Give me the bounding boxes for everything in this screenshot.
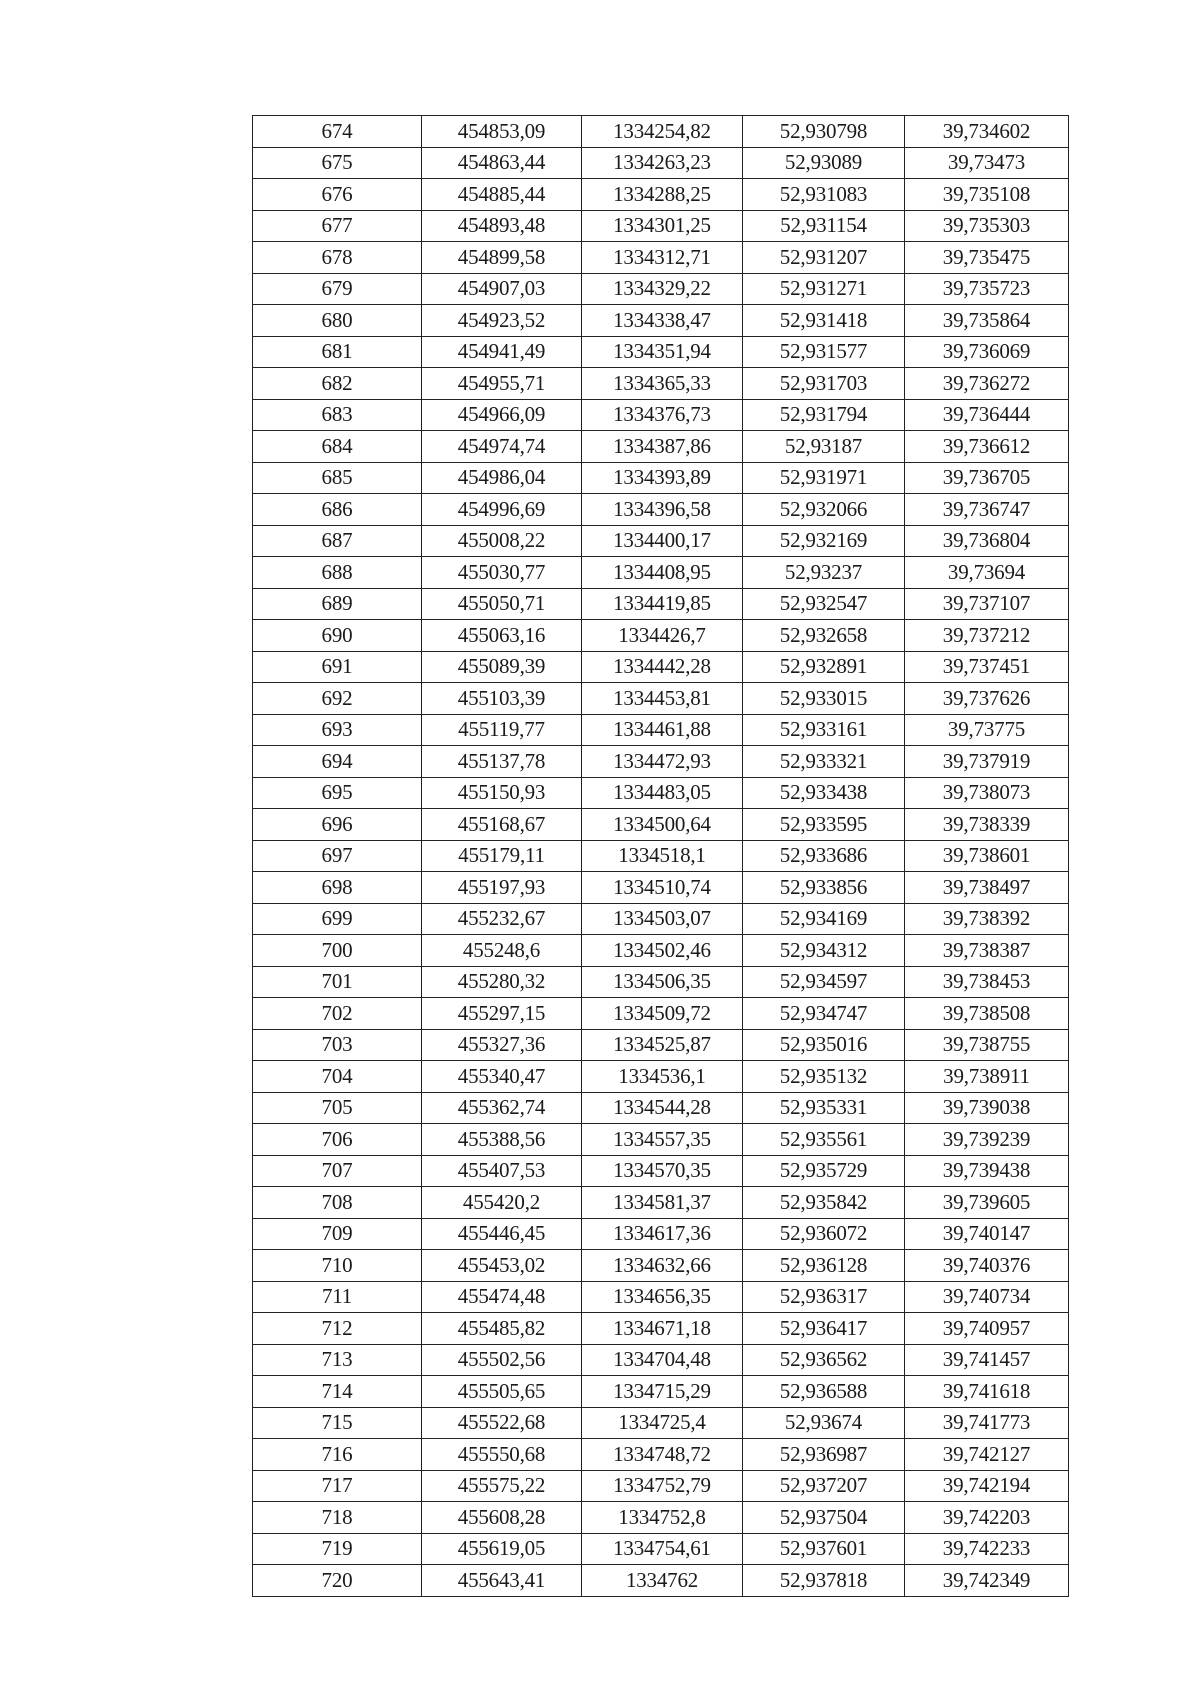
longitude-cell: 39,739038 xyxy=(905,1092,1069,1124)
longitude-cell: 39,735864 xyxy=(905,305,1069,337)
x-coordinate-cell: 455137,78 xyxy=(422,746,582,778)
point-number-cell: 676 xyxy=(253,179,422,211)
latitude-cell: 52,934312 xyxy=(743,935,905,967)
latitude-cell: 52,934597 xyxy=(743,966,905,998)
table-row xyxy=(253,620,1069,652)
longitude-cell: 39,735723 xyxy=(905,273,1069,305)
longitude-cell: 39,736069 xyxy=(905,336,1069,368)
y-coordinate-cell: 1334387,86 xyxy=(582,431,743,463)
table-row xyxy=(253,683,1069,715)
point-number-cell: 703 xyxy=(253,1029,422,1061)
latitude-cell: 52,935561 xyxy=(743,1124,905,1156)
point-number-cell: 704 xyxy=(253,1061,422,1093)
x-coordinate-cell: 455232,67 xyxy=(422,903,582,935)
latitude-cell: 52,937504 xyxy=(743,1502,905,1534)
y-coordinate-cell: 1334503,07 xyxy=(582,903,743,935)
point-number-cell: 678 xyxy=(253,242,422,274)
y-coordinate-cell: 1334396,58 xyxy=(582,494,743,526)
y-coordinate-cell: 1334752,8 xyxy=(582,1502,743,1534)
table-row xyxy=(253,1250,1069,1282)
longitude-cell: 39,738073 xyxy=(905,777,1069,809)
latitude-cell: 52,935132 xyxy=(743,1061,905,1093)
x-coordinate-cell: 455063,16 xyxy=(422,620,582,652)
latitude-cell: 52,935729 xyxy=(743,1155,905,1187)
point-number-cell: 686 xyxy=(253,494,422,526)
table-row xyxy=(253,1470,1069,1502)
table-row xyxy=(253,1376,1069,1408)
y-coordinate-cell: 1334408,95 xyxy=(582,557,743,589)
table-row xyxy=(253,1439,1069,1471)
y-coordinate-cell: 1334376,73 xyxy=(582,399,743,431)
x-coordinate-cell: 454955,71 xyxy=(422,368,582,400)
x-coordinate-cell: 455030,77 xyxy=(422,557,582,589)
table-row xyxy=(253,462,1069,494)
latitude-cell: 52,936417 xyxy=(743,1313,905,1345)
x-coordinate-cell: 455446,45 xyxy=(422,1218,582,1250)
latitude-cell: 52,936562 xyxy=(743,1344,905,1376)
latitude-cell: 52,933686 xyxy=(743,840,905,872)
longitude-cell: 39,736747 xyxy=(905,494,1069,526)
point-number-cell: 707 xyxy=(253,1155,422,1187)
x-coordinate-cell: 455643,41 xyxy=(422,1565,582,1597)
point-number-cell: 695 xyxy=(253,777,422,809)
latitude-cell: 52,933161 xyxy=(743,714,905,746)
point-number-cell: 691 xyxy=(253,651,422,683)
x-coordinate-cell: 455550,68 xyxy=(422,1439,582,1471)
y-coordinate-cell: 1334752,79 xyxy=(582,1470,743,1502)
latitude-cell: 52,933015 xyxy=(743,683,905,715)
point-number-cell: 718 xyxy=(253,1502,422,1534)
point-number-cell: 688 xyxy=(253,557,422,589)
latitude-cell: 52,932066 xyxy=(743,494,905,526)
y-coordinate-cell: 1334570,35 xyxy=(582,1155,743,1187)
point-number-cell: 715 xyxy=(253,1407,422,1439)
longitude-cell: 39,742194 xyxy=(905,1470,1069,1502)
latitude-cell: 52,936987 xyxy=(743,1439,905,1471)
longitude-cell: 39,734602 xyxy=(905,116,1069,148)
longitude-cell: 39,742127 xyxy=(905,1439,1069,1471)
longitude-cell: 39,738508 xyxy=(905,998,1069,1030)
point-number-cell: 697 xyxy=(253,840,422,872)
table-row xyxy=(253,588,1069,620)
y-coordinate-cell: 1334461,88 xyxy=(582,714,743,746)
latitude-cell: 52,932658 xyxy=(743,620,905,652)
longitude-cell: 39,736705 xyxy=(905,462,1069,494)
latitude-cell: 52,932169 xyxy=(743,525,905,557)
latitude-cell: 52,931154 xyxy=(743,210,905,242)
y-coordinate-cell: 1334754,61 xyxy=(582,1533,743,1565)
y-coordinate-cell: 1334656,35 xyxy=(582,1281,743,1313)
y-coordinate-cell: 1334506,35 xyxy=(582,966,743,998)
table-row xyxy=(253,368,1069,400)
latitude-cell: 52,935842 xyxy=(743,1187,905,1219)
longitude-cell: 39,742233 xyxy=(905,1533,1069,1565)
x-coordinate-cell: 455388,56 xyxy=(422,1124,582,1156)
y-coordinate-cell: 1334762 xyxy=(582,1565,743,1597)
latitude-cell: 52,937601 xyxy=(743,1533,905,1565)
point-number-cell: 680 xyxy=(253,305,422,337)
latitude-cell: 52,937818 xyxy=(743,1565,905,1597)
point-number-cell: 711 xyxy=(253,1281,422,1313)
table-row xyxy=(253,1502,1069,1534)
table-row xyxy=(253,336,1069,368)
y-coordinate-cell: 1334500,64 xyxy=(582,809,743,841)
table-row xyxy=(253,872,1069,904)
longitude-cell: 39,741618 xyxy=(905,1376,1069,1408)
point-number-cell: 685 xyxy=(253,462,422,494)
x-coordinate-cell: 455327,36 xyxy=(422,1029,582,1061)
table-row xyxy=(253,714,1069,746)
y-coordinate-cell: 1334329,22 xyxy=(582,273,743,305)
point-number-cell: 720 xyxy=(253,1565,422,1597)
x-coordinate-cell: 455280,32 xyxy=(422,966,582,998)
x-coordinate-cell: 455362,74 xyxy=(422,1092,582,1124)
latitude-cell: 52,931703 xyxy=(743,368,905,400)
x-coordinate-cell: 454863,44 xyxy=(422,147,582,179)
longitude-cell: 39,735303 xyxy=(905,210,1069,242)
longitude-cell: 39,736444 xyxy=(905,399,1069,431)
y-coordinate-cell: 1334581,37 xyxy=(582,1187,743,1219)
point-number-cell: 699 xyxy=(253,903,422,935)
table-row xyxy=(253,1344,1069,1376)
x-coordinate-cell: 455103,39 xyxy=(422,683,582,715)
table-row xyxy=(253,651,1069,683)
table-row xyxy=(253,1124,1069,1156)
x-coordinate-cell: 455197,93 xyxy=(422,872,582,904)
longitude-cell: 39,738911 xyxy=(905,1061,1069,1093)
latitude-cell: 52,931207 xyxy=(743,242,905,274)
latitude-cell: 52,936128 xyxy=(743,1250,905,1282)
x-coordinate-cell: 455522,68 xyxy=(422,1407,582,1439)
latitude-cell: 52,933438 xyxy=(743,777,905,809)
latitude-cell: 52,936588 xyxy=(743,1376,905,1408)
y-coordinate-cell: 1334419,85 xyxy=(582,588,743,620)
latitude-cell: 52,931418 xyxy=(743,305,905,337)
x-coordinate-cell: 455008,22 xyxy=(422,525,582,557)
y-coordinate-cell: 1334400,17 xyxy=(582,525,743,557)
y-coordinate-cell: 1334365,33 xyxy=(582,368,743,400)
table-row xyxy=(253,1407,1069,1439)
y-coordinate-cell: 1334426,7 xyxy=(582,620,743,652)
longitude-cell: 39,73694 xyxy=(905,557,1069,589)
point-number-cell: 690 xyxy=(253,620,422,652)
latitude-cell: 52,932891 xyxy=(743,651,905,683)
y-coordinate-cell: 1334715,29 xyxy=(582,1376,743,1408)
x-coordinate-cell: 454996,69 xyxy=(422,494,582,526)
x-coordinate-cell: 455485,82 xyxy=(422,1313,582,1345)
point-number-cell: 689 xyxy=(253,588,422,620)
y-coordinate-cell: 1334557,35 xyxy=(582,1124,743,1156)
x-coordinate-cell: 455089,39 xyxy=(422,651,582,683)
x-coordinate-cell: 454907,03 xyxy=(422,273,582,305)
y-coordinate-cell: 1334536,1 xyxy=(582,1061,743,1093)
longitude-cell: 39,740376 xyxy=(905,1250,1069,1282)
x-coordinate-cell: 454893,48 xyxy=(422,210,582,242)
longitude-cell: 39,738453 xyxy=(905,966,1069,998)
x-coordinate-cell: 454974,74 xyxy=(422,431,582,463)
point-number-cell: 712 xyxy=(253,1313,422,1345)
longitude-cell: 39,738497 xyxy=(905,872,1069,904)
table-row xyxy=(253,1187,1069,1219)
y-coordinate-cell: 1334263,23 xyxy=(582,147,743,179)
y-coordinate-cell: 1334544,28 xyxy=(582,1092,743,1124)
point-number-cell: 692 xyxy=(253,683,422,715)
x-coordinate-cell: 455608,28 xyxy=(422,1502,582,1534)
latitude-cell: 52,934747 xyxy=(743,998,905,1030)
longitude-cell: 39,739605 xyxy=(905,1187,1069,1219)
longitude-cell: 39,742203 xyxy=(905,1502,1069,1534)
table-row xyxy=(253,179,1069,211)
point-number-cell: 717 xyxy=(253,1470,422,1502)
latitude-cell: 52,936317 xyxy=(743,1281,905,1313)
point-number-cell: 719 xyxy=(253,1533,422,1565)
x-coordinate-cell: 455474,48 xyxy=(422,1281,582,1313)
longitude-cell: 39,736612 xyxy=(905,431,1069,463)
longitude-cell: 39,741457 xyxy=(905,1344,1069,1376)
latitude-cell: 52,934169 xyxy=(743,903,905,935)
latitude-cell: 52,933856 xyxy=(743,872,905,904)
x-coordinate-cell: 455420,2 xyxy=(422,1187,582,1219)
point-number-cell: 710 xyxy=(253,1250,422,1282)
point-number-cell: 706 xyxy=(253,1124,422,1156)
table-row xyxy=(253,525,1069,557)
latitude-cell: 52,93674 xyxy=(743,1407,905,1439)
table-row xyxy=(253,399,1069,431)
table-row xyxy=(253,746,1069,778)
y-coordinate-cell: 1334617,36 xyxy=(582,1218,743,1250)
table-row xyxy=(253,809,1069,841)
y-coordinate-cell: 1334254,82 xyxy=(582,116,743,148)
x-coordinate-cell: 455407,53 xyxy=(422,1155,582,1187)
x-coordinate-cell: 455505,65 xyxy=(422,1376,582,1408)
point-number-cell: 694 xyxy=(253,746,422,778)
longitude-cell: 39,740147 xyxy=(905,1218,1069,1250)
table-row xyxy=(253,1155,1069,1187)
table-row xyxy=(253,1029,1069,1061)
point-number-cell: 683 xyxy=(253,399,422,431)
point-number-cell: 701 xyxy=(253,966,422,998)
y-coordinate-cell: 1334632,66 xyxy=(582,1250,743,1282)
table-row xyxy=(253,210,1069,242)
latitude-cell: 52,933595 xyxy=(743,809,905,841)
point-number-cell: 714 xyxy=(253,1376,422,1408)
point-number-cell: 687 xyxy=(253,525,422,557)
table-row xyxy=(253,1533,1069,1565)
y-coordinate-cell: 1334338,47 xyxy=(582,305,743,337)
x-coordinate-cell: 455340,47 xyxy=(422,1061,582,1093)
longitude-cell: 39,738601 xyxy=(905,840,1069,872)
table-row xyxy=(253,1218,1069,1250)
x-coordinate-cell: 455168,67 xyxy=(422,809,582,841)
latitude-cell: 52,935016 xyxy=(743,1029,905,1061)
longitude-cell: 39,735108 xyxy=(905,179,1069,211)
y-coordinate-cell: 1334301,25 xyxy=(582,210,743,242)
x-coordinate-cell: 454853,09 xyxy=(422,116,582,148)
longitude-cell: 39,73473 xyxy=(905,147,1069,179)
point-number-cell: 681 xyxy=(253,336,422,368)
x-coordinate-cell: 454885,44 xyxy=(422,179,582,211)
longitude-cell: 39,736272 xyxy=(905,368,1069,400)
y-coordinate-cell: 1334312,71 xyxy=(582,242,743,274)
table-row xyxy=(253,147,1069,179)
table-row xyxy=(253,305,1069,337)
point-number-cell: 705 xyxy=(253,1092,422,1124)
coordinates-table xyxy=(252,115,1069,1597)
table-row xyxy=(253,116,1069,148)
point-number-cell: 693 xyxy=(253,714,422,746)
longitude-cell: 39,73775 xyxy=(905,714,1069,746)
point-number-cell: 709 xyxy=(253,1218,422,1250)
y-coordinate-cell: 1334472,93 xyxy=(582,746,743,778)
point-number-cell: 682 xyxy=(253,368,422,400)
x-coordinate-cell: 454966,09 xyxy=(422,399,582,431)
table-row xyxy=(253,1061,1069,1093)
longitude-cell: 39,735475 xyxy=(905,242,1069,274)
point-number-cell: 675 xyxy=(253,147,422,179)
latitude-cell: 52,93089 xyxy=(743,147,905,179)
longitude-cell: 39,738339 xyxy=(905,809,1069,841)
y-coordinate-cell: 1334453,81 xyxy=(582,683,743,715)
longitude-cell: 39,738755 xyxy=(905,1029,1069,1061)
latitude-cell: 52,936072 xyxy=(743,1218,905,1250)
y-coordinate-cell: 1334525,87 xyxy=(582,1029,743,1061)
longitude-cell: 39,738387 xyxy=(905,935,1069,967)
y-coordinate-cell: 1334725,4 xyxy=(582,1407,743,1439)
longitude-cell: 39,740957 xyxy=(905,1313,1069,1345)
x-coordinate-cell: 455150,93 xyxy=(422,777,582,809)
x-coordinate-cell: 454986,04 xyxy=(422,462,582,494)
latitude-cell: 52,931794 xyxy=(743,399,905,431)
longitude-cell: 39,737212 xyxy=(905,620,1069,652)
y-coordinate-cell: 1334351,94 xyxy=(582,336,743,368)
point-number-cell: 702 xyxy=(253,998,422,1030)
table-row xyxy=(253,998,1069,1030)
latitude-cell: 52,931971 xyxy=(743,462,905,494)
point-number-cell: 674 xyxy=(253,116,422,148)
latitude-cell: 52,931577 xyxy=(743,336,905,368)
table-row xyxy=(253,1092,1069,1124)
y-coordinate-cell: 1334509,72 xyxy=(582,998,743,1030)
latitude-cell: 52,931083 xyxy=(743,179,905,211)
x-coordinate-cell: 455050,71 xyxy=(422,588,582,620)
latitude-cell: 52,935331 xyxy=(743,1092,905,1124)
point-number-cell: 696 xyxy=(253,809,422,841)
latitude-cell: 52,937207 xyxy=(743,1470,905,1502)
x-coordinate-cell: 454941,49 xyxy=(422,336,582,368)
coordinates-table-body xyxy=(253,116,1069,1597)
x-coordinate-cell: 455502,56 xyxy=(422,1344,582,1376)
latitude-cell: 52,93237 xyxy=(743,557,905,589)
point-number-cell: 716 xyxy=(253,1439,422,1471)
table-row xyxy=(253,242,1069,274)
table-row xyxy=(253,431,1069,463)
table-row xyxy=(253,777,1069,809)
longitude-cell: 39,739239 xyxy=(905,1124,1069,1156)
latitude-cell: 52,930798 xyxy=(743,116,905,148)
table-row xyxy=(253,935,1069,967)
x-coordinate-cell: 455619,05 xyxy=(422,1533,582,1565)
y-coordinate-cell: 1334442,28 xyxy=(582,651,743,683)
latitude-cell: 52,932547 xyxy=(743,588,905,620)
x-coordinate-cell: 455248,6 xyxy=(422,935,582,967)
table-row xyxy=(253,494,1069,526)
y-coordinate-cell: 1334671,18 xyxy=(582,1313,743,1345)
point-number-cell: 677 xyxy=(253,210,422,242)
longitude-cell: 39,738392 xyxy=(905,903,1069,935)
point-number-cell: 708 xyxy=(253,1187,422,1219)
x-coordinate-cell: 455119,77 xyxy=(422,714,582,746)
point-number-cell: 679 xyxy=(253,273,422,305)
latitude-cell: 52,93187 xyxy=(743,431,905,463)
y-coordinate-cell: 1334704,48 xyxy=(582,1344,743,1376)
longitude-cell: 39,737107 xyxy=(905,588,1069,620)
longitude-cell: 39,740734 xyxy=(905,1281,1069,1313)
x-coordinate-cell: 454923,52 xyxy=(422,305,582,337)
table-row xyxy=(253,1565,1069,1597)
y-coordinate-cell: 1334518,1 xyxy=(582,840,743,872)
table-row xyxy=(253,557,1069,589)
y-coordinate-cell: 1334510,74 xyxy=(582,872,743,904)
longitude-cell: 39,741773 xyxy=(905,1407,1069,1439)
table-row xyxy=(253,966,1069,998)
point-number-cell: 700 xyxy=(253,935,422,967)
x-coordinate-cell: 455297,15 xyxy=(422,998,582,1030)
longitude-cell: 39,737919 xyxy=(905,746,1069,778)
table-row xyxy=(253,840,1069,872)
longitude-cell: 39,737451 xyxy=(905,651,1069,683)
table-row xyxy=(253,1313,1069,1345)
latitude-cell: 52,931271 xyxy=(743,273,905,305)
x-coordinate-cell: 455453,02 xyxy=(422,1250,582,1282)
y-coordinate-cell: 1334393,89 xyxy=(582,462,743,494)
table-row xyxy=(253,273,1069,305)
longitude-cell: 39,742349 xyxy=(905,1565,1069,1597)
y-coordinate-cell: 1334288,25 xyxy=(582,179,743,211)
point-number-cell: 713 xyxy=(253,1344,422,1376)
table-row xyxy=(253,1281,1069,1313)
x-coordinate-cell: 455575,22 xyxy=(422,1470,582,1502)
y-coordinate-cell: 1334502,46 xyxy=(582,935,743,967)
longitude-cell: 39,736804 xyxy=(905,525,1069,557)
latitude-cell: 52,933321 xyxy=(743,746,905,778)
point-number-cell: 698 xyxy=(253,872,422,904)
y-coordinate-cell: 1334483,05 xyxy=(582,777,743,809)
longitude-cell: 39,737626 xyxy=(905,683,1069,715)
table-row xyxy=(253,903,1069,935)
point-number-cell: 684 xyxy=(253,431,422,463)
x-coordinate-cell: 455179,11 xyxy=(422,840,582,872)
y-coordinate-cell: 1334748,72 xyxy=(582,1439,743,1471)
x-coordinate-cell: 454899,58 xyxy=(422,242,582,274)
longitude-cell: 39,739438 xyxy=(905,1155,1069,1187)
